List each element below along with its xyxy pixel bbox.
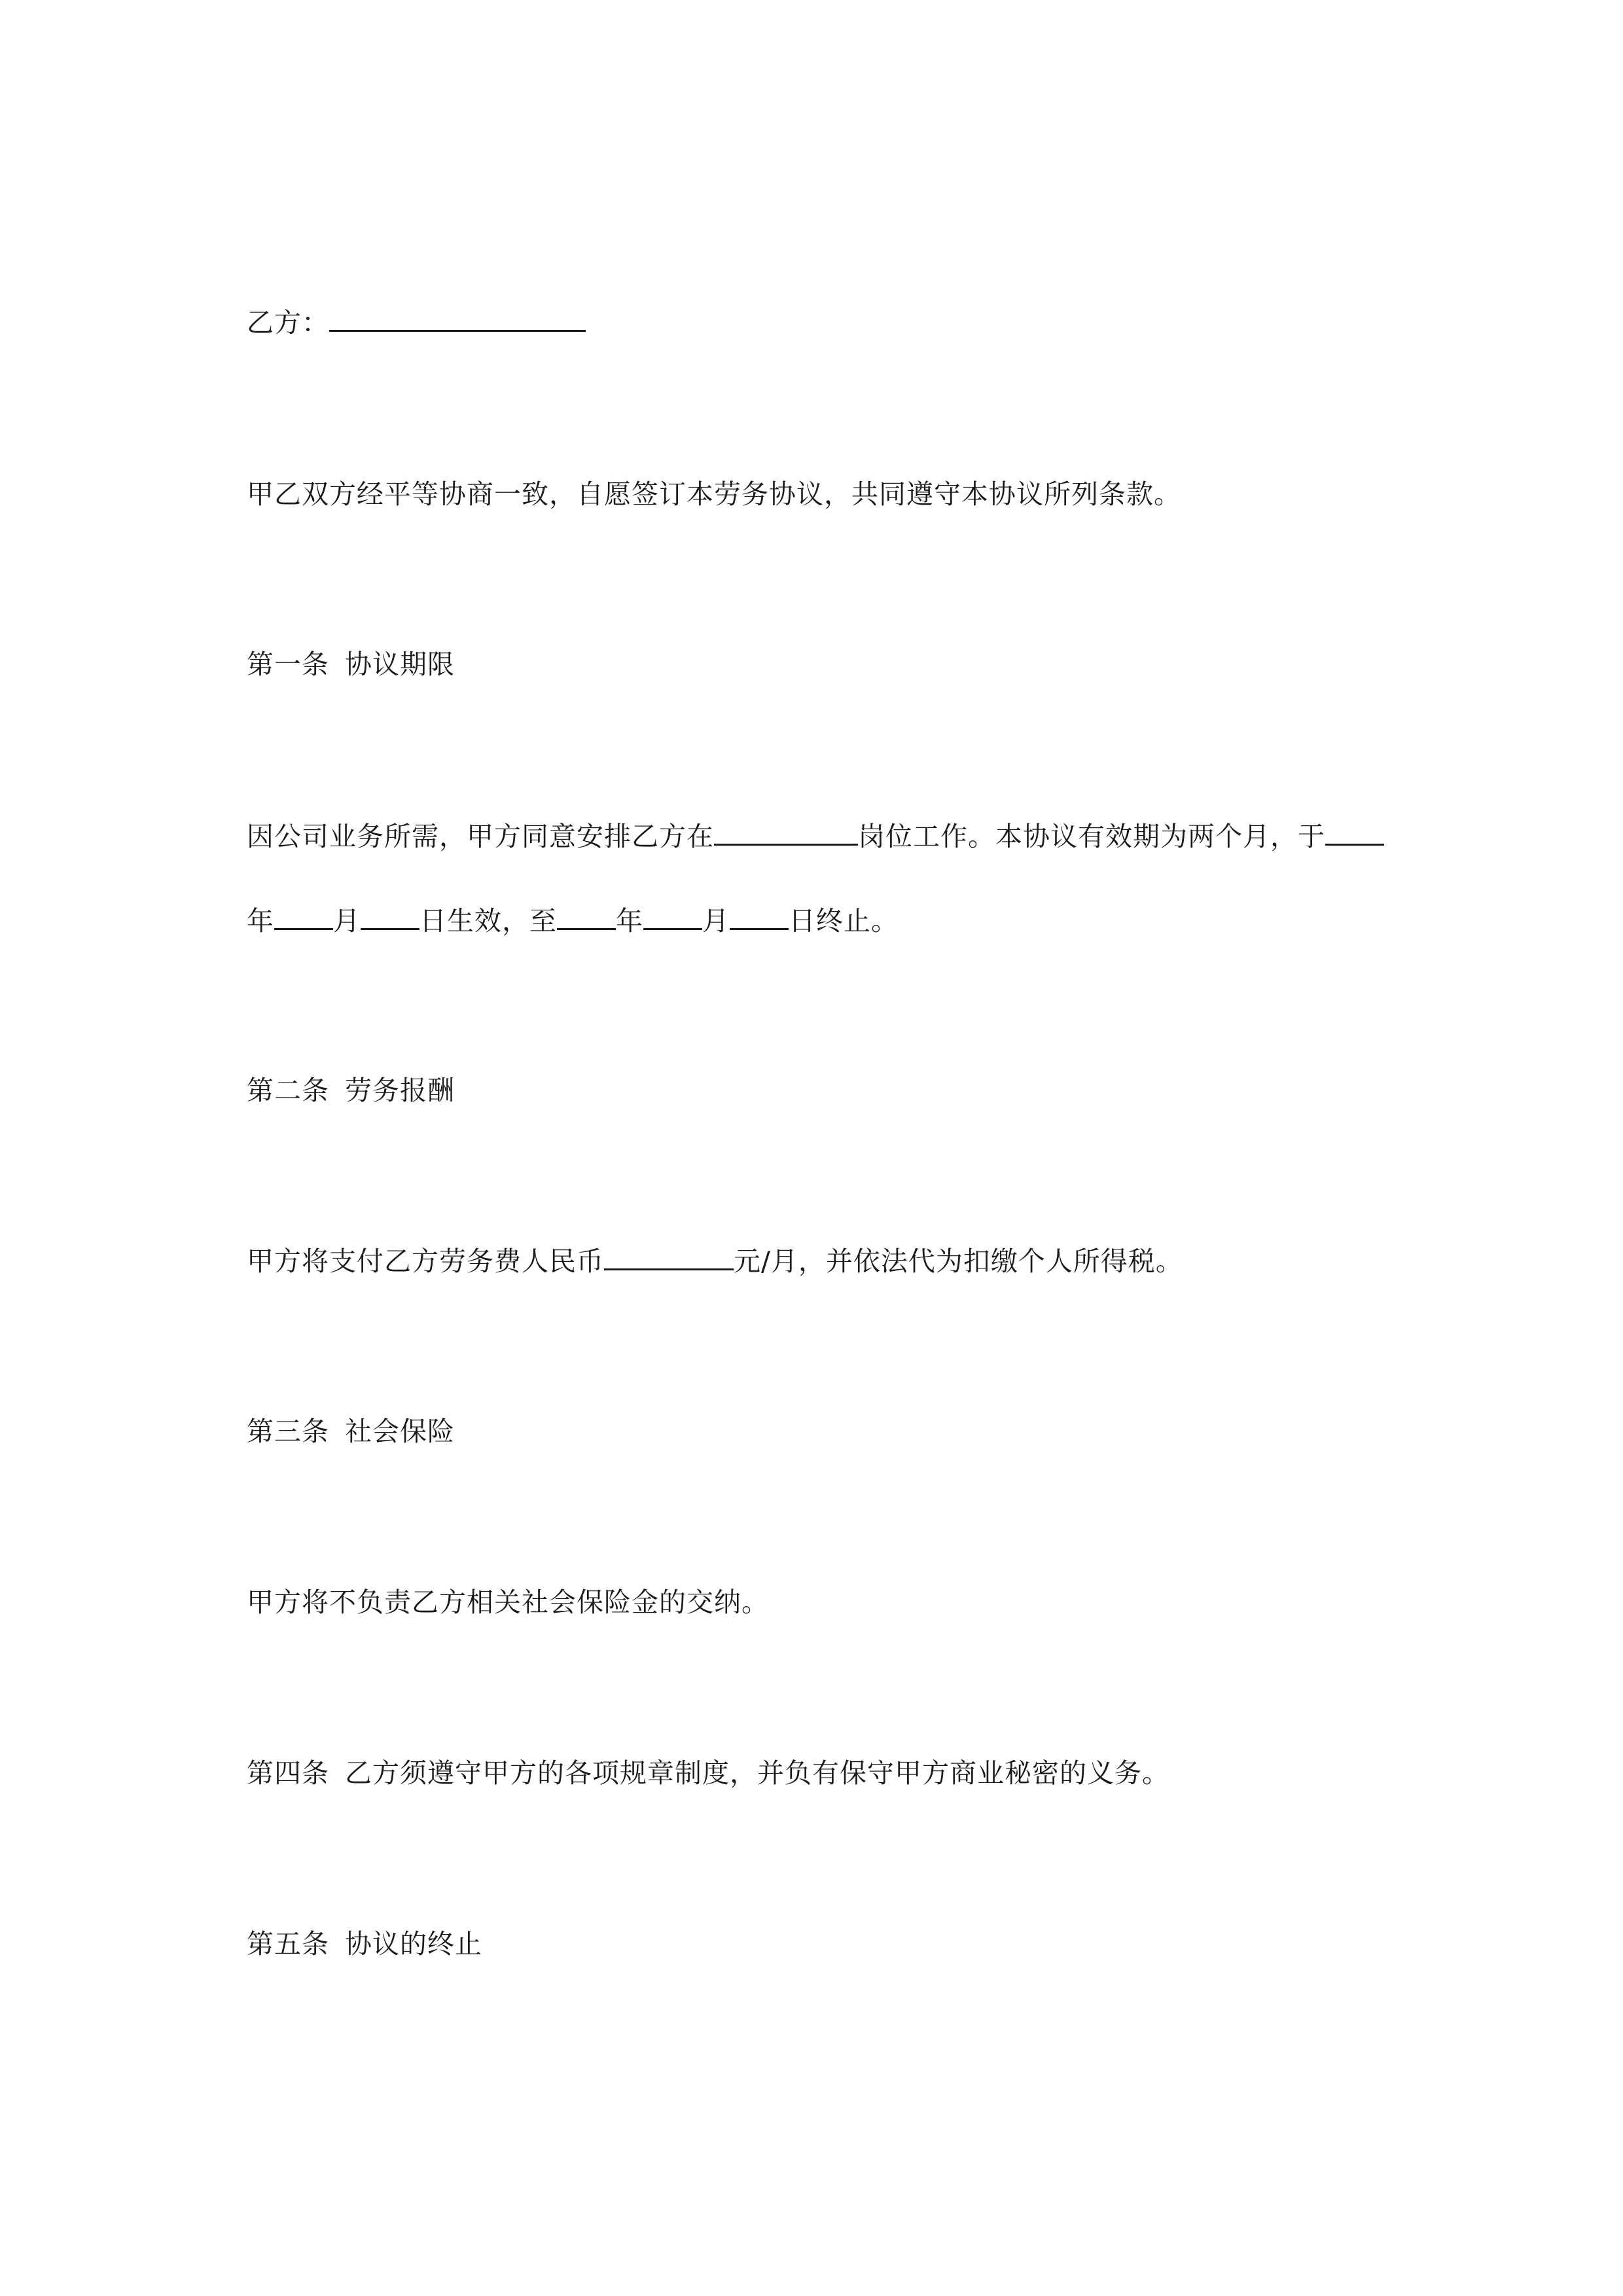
position-blank[interactable]: [714, 819, 858, 846]
intro-paragraph: 甲乙双方经平等协商一致，自愿签订本劳务协议，共同遵守本协议所列条款。: [247, 478, 1181, 510]
party-b-label: 乙方：: [247, 307, 329, 338]
article3-heading: [247, 1412, 455, 1451]
article5-title: 协议的终止: [345, 1928, 482, 1960]
party-b-line: [247, 303, 586, 342]
article2-text-a: 甲方将支付乙方劳务费人民币: [247, 1246, 604, 1277]
article5-heading: [247, 1924, 482, 1964]
end-year-blank[interactable]: [557, 903, 616, 930]
article1-heading: [247, 645, 455, 684]
article3-number: 第三条: [247, 1416, 329, 1447]
end-day-blank[interactable]: [730, 903, 789, 930]
article2-body: [247, 1242, 1183, 1281]
start-day-blank[interactable]: [361, 903, 419, 930]
article1-line1-a: 因公司业务所需，甲方同意安排乙方在: [247, 821, 714, 852]
article3-title: 社会保险: [345, 1416, 455, 1447]
article1-line1-b: 岗位工作。本协议有效期为两个月，于: [858, 821, 1325, 852]
article2-heading: [247, 1071, 455, 1110]
article1-body-line1: [247, 817, 1384, 856]
article1-number: 第一条: [247, 649, 329, 680]
salary-blank[interactable]: [604, 1244, 734, 1270]
article1-body-line2: [247, 901, 899, 941]
article1-year2: 年: [616, 905, 643, 937]
article4-text: 乙方须遵守甲方的各项规章制度，并负有保守甲方商业秘密的义务。: [345, 1757, 1169, 1789]
article3-body: 甲方将不负责乙方相关社会保险金的交纳。: [247, 1587, 769, 1618]
article5-number: 第五条: [247, 1928, 329, 1960]
article4-number: 第四条: [247, 1757, 329, 1789]
end-month-blank[interactable]: [643, 903, 702, 930]
article1-day1: 日生效，至: [419, 905, 557, 937]
article2-title: 劳务报酬: [345, 1075, 455, 1106]
article1-year1: 年: [247, 905, 274, 937]
article2-number: 第二条: [247, 1075, 329, 1106]
start-month-blank[interactable]: [274, 903, 333, 930]
party-b-blank[interactable]: [329, 305, 586, 332]
article1-day2: 日终止。: [789, 905, 899, 937]
start-year-blank-a[interactable]: [1325, 819, 1384, 846]
article1-month1: 月: [333, 905, 361, 937]
article1-title: 协议期限: [345, 649, 455, 680]
article4-paragraph: [247, 1753, 1169, 1793]
article1-month2: 月: [702, 905, 730, 937]
article2-text-b: 元/月，并依法代为扣缴个人所得税。: [734, 1246, 1183, 1277]
